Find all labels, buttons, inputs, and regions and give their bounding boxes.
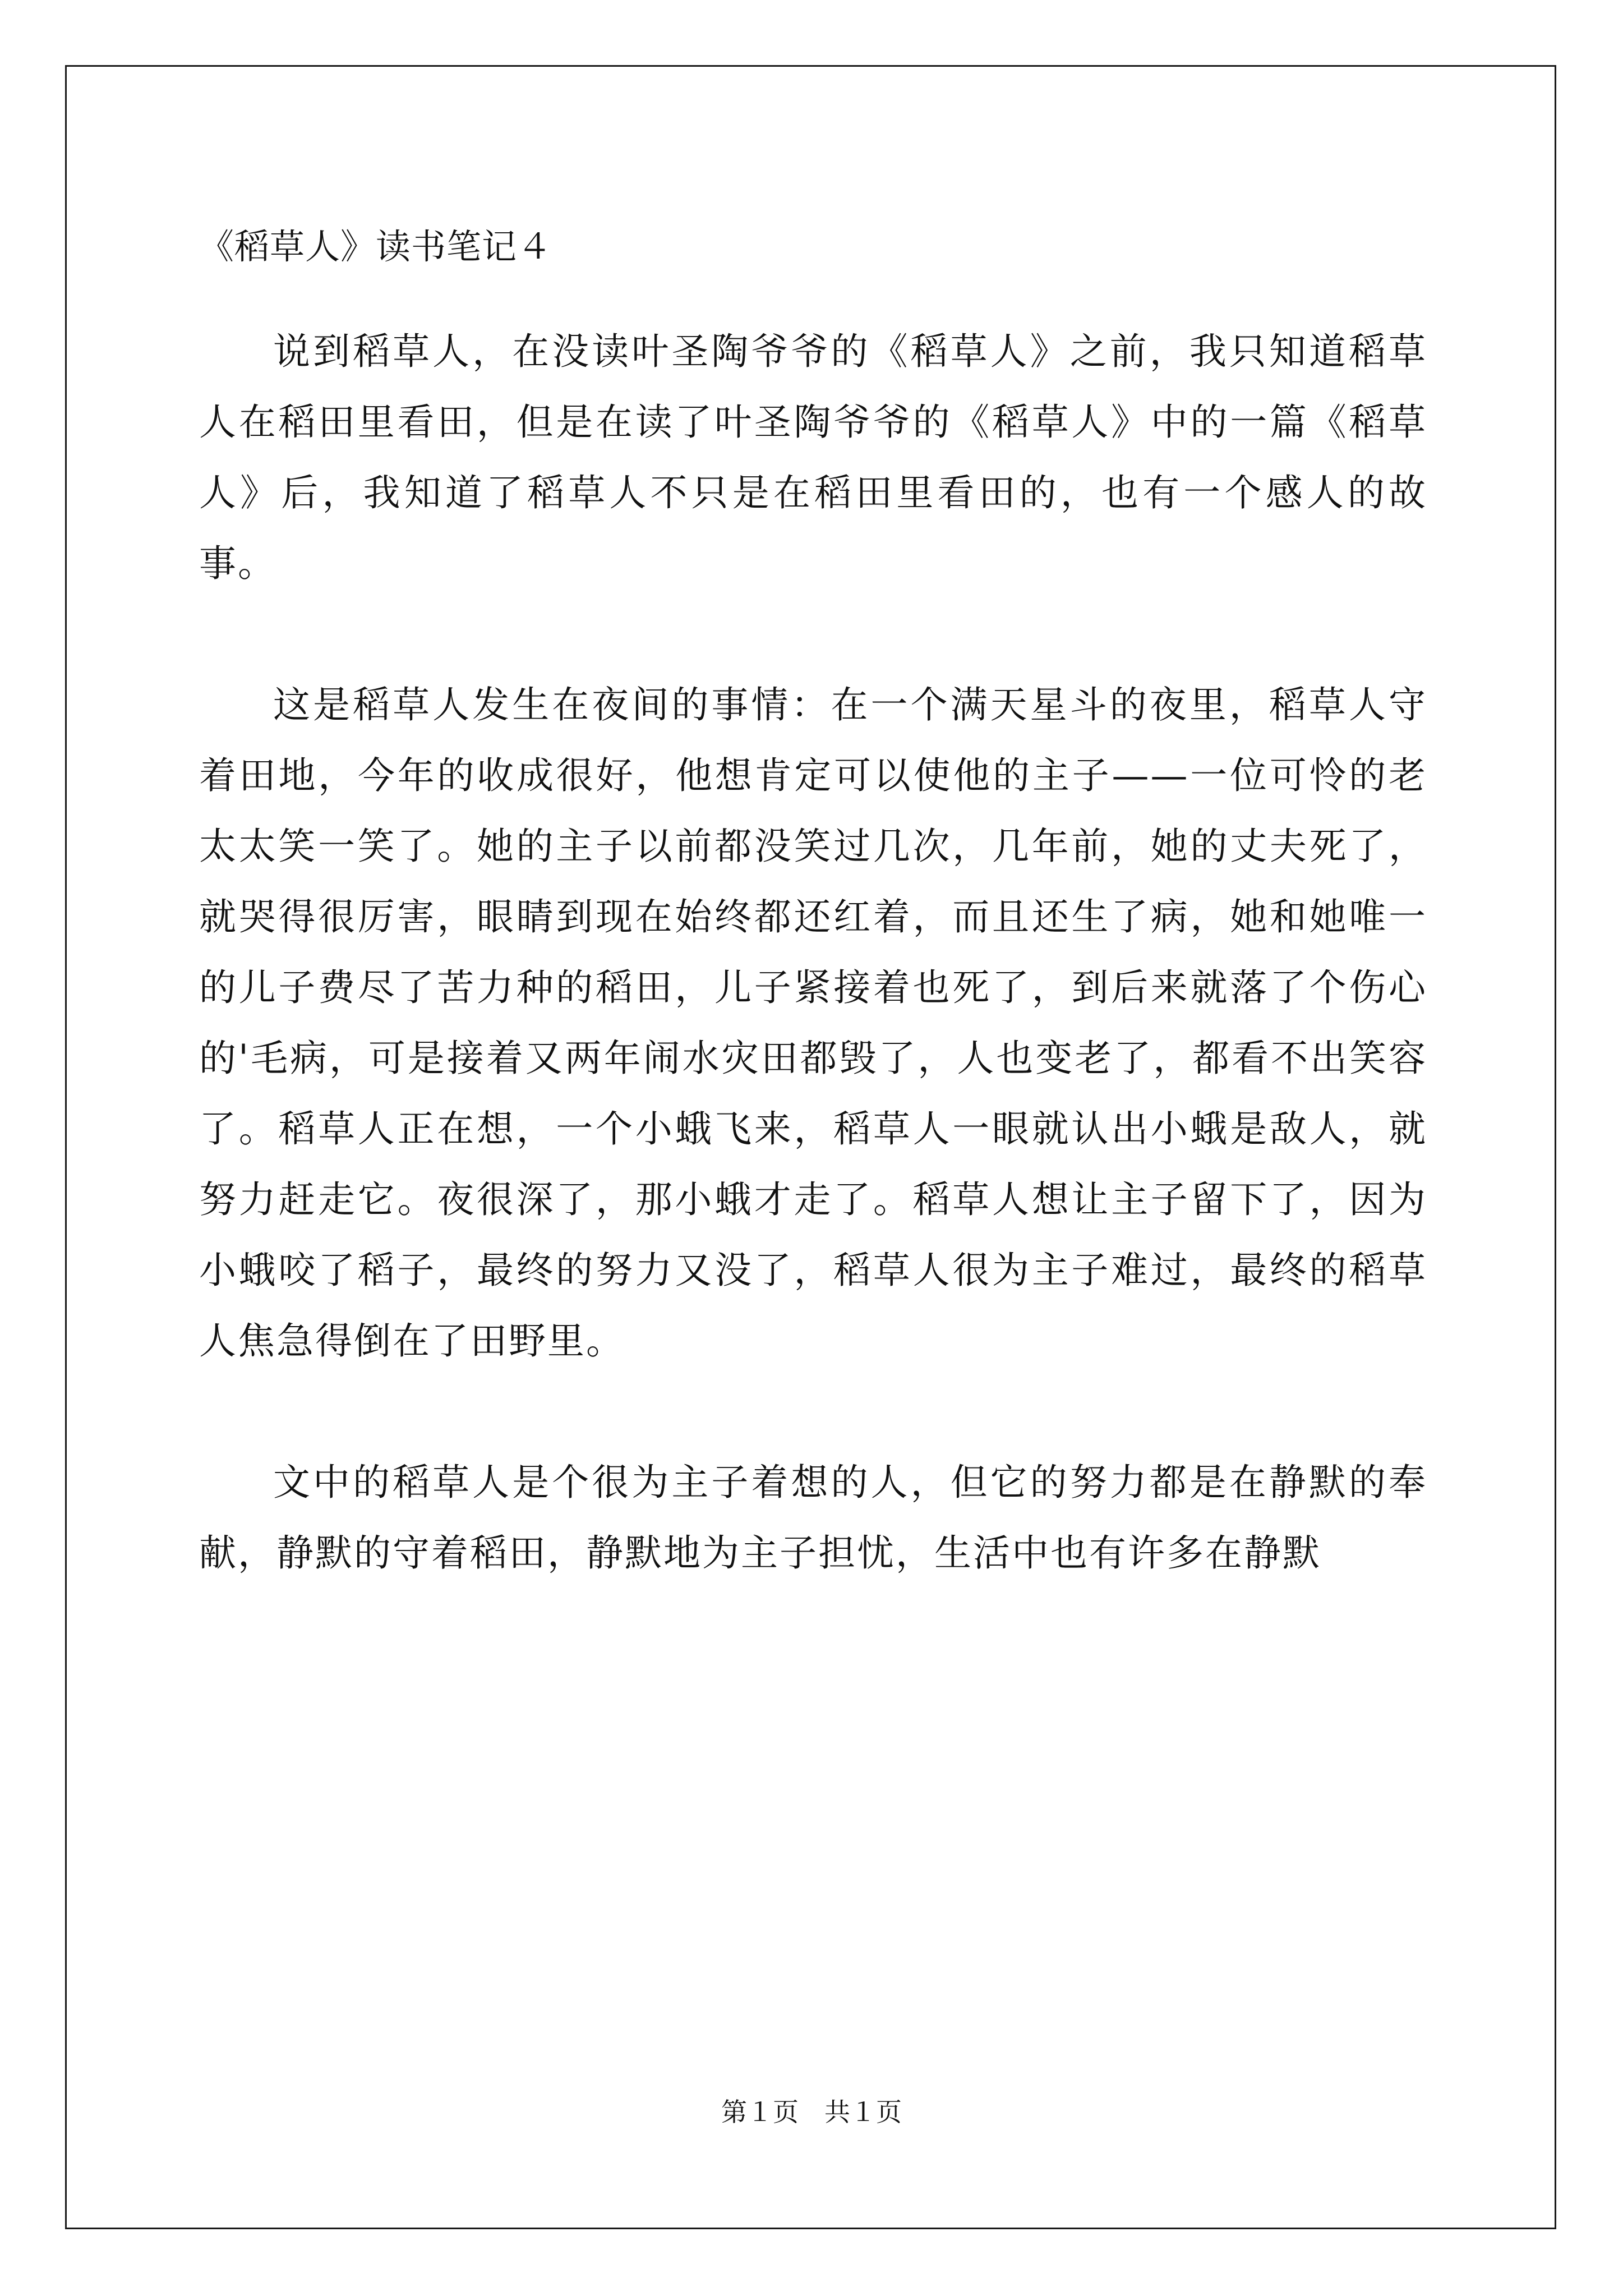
page-number-footer: 第１页 共１页 bbox=[721, 2097, 902, 2127]
paragraph-3: 文中的稻草人是个很为主子着想的人，但它的努力都是在静默的奉献，静默的守着稻田，静默地为主子担忧，生活中也有许多在静默 bbox=[199, 1461, 1427, 1575]
document-body bbox=[199, 316, 1427, 1589]
paragraph-1: 说到稻草人，在没读叶圣陶爷爷的《稻草人》之前，我只知道稻草人在稻田里看田，但是在读了叶圣陶爷爷的《稻草人》中的一篇《稻草人》后，我知道了稻草人不只是在稻田里看田的，也有一个感人的故事。 bbox=[199, 330, 1427, 585]
document-title: 《稻草人》读书笔记４ bbox=[199, 226, 553, 267]
paragraph-2: 这是稻草人发生在夜间的事情：在一个满天星斗的夜里，稻草人守着田地，今年的收成很好，他想肯定可以使他的主子——一位可怜的老太太笑一笑了。她的主子以前都没笑过几次，几年前，她的丈夫死了，就哭得很厉害，眼睛到现在始终都还红着，而且还生了病，她和她唯一的儿子费尽了苦力种的稻田，儿子紧接着也死了，到后来就落了个伤心的'毛病，可是接着又两年闹水灾田都毁了，人也变老了，都看不出笑容了。稻草人正在想，一个小蛾飞来，稻草人一眼就认出小蛾是敌人，就努力赶走它。夜很深了，那小蛾才走了。稻草人想让主子留下了，因为小蛾咬了稻子，最终的努力又没了，稻草人很为主子难过，最终的稻草人焦急得倒在了田野里。 bbox=[199, 683, 1427, 1363]
